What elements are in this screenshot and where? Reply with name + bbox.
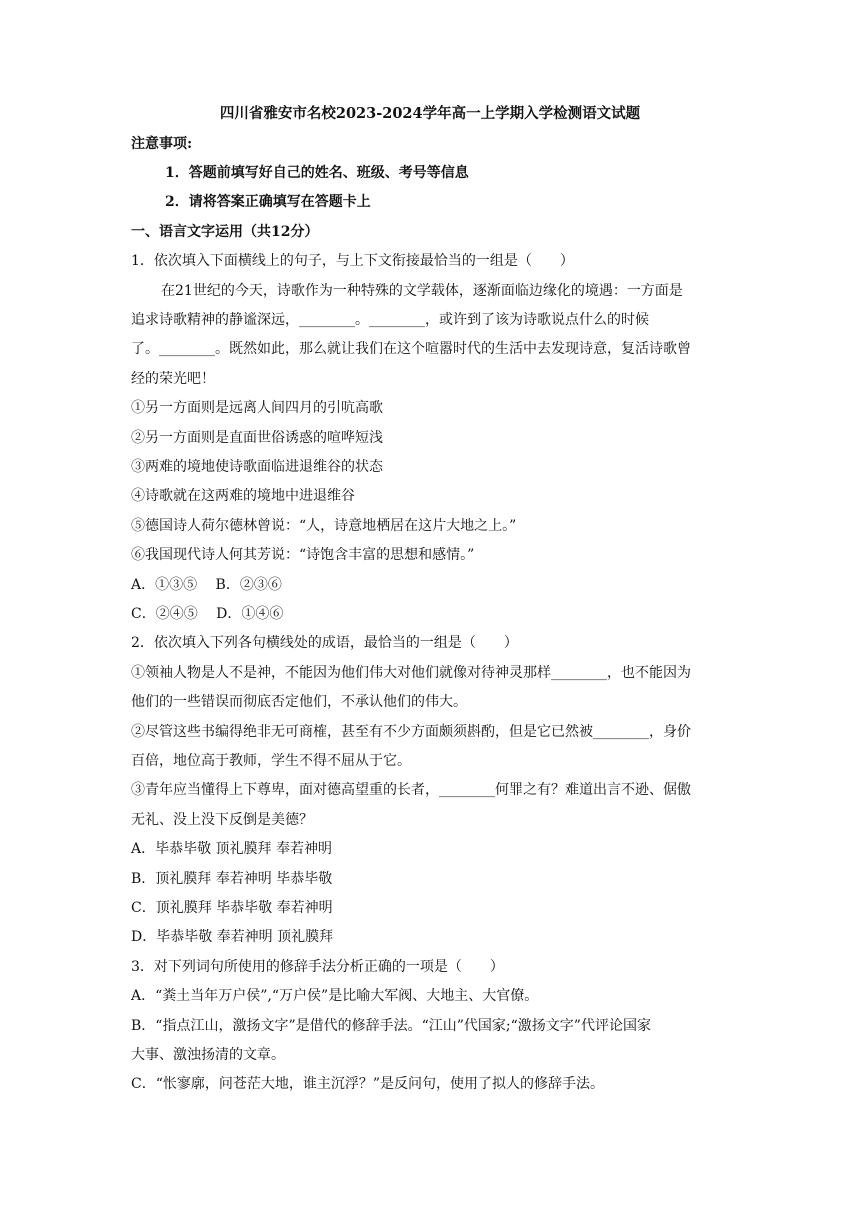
answer-option-continued: 大事、激浊扬清的文章。 <box>131 1047 285 1063</box>
notice-item: 1．答题前填写好自己的姓名、班级、考号等信息 <box>165 165 469 181</box>
choice-item: ④诗歌就在这两难的境地中进退维谷 <box>131 488 355 504</box>
choice-item: ⑥我国现代诗人何其芳说：“诗饱含丰富的思想和感情。” <box>131 547 475 563</box>
answer-options: C．②④⑤ D．①④⑥ <box>131 606 284 622</box>
answer-option: C．顶礼膜拜 毕恭毕敬 奉若神明 <box>131 900 333 916</box>
question-line: 无礼、没上没下反倒是美德？ <box>131 812 313 828</box>
choice-item: ②另一方面则是直面世俗诱惑的喧哗短浅 <box>131 430 383 446</box>
answer-option: D．毕恭毕敬 奉若神明 顶礼膜拜 <box>131 929 334 945</box>
question-line: 百倍，地位高于教师，学生不得不屈从于它。 <box>131 753 411 769</box>
question-stem: 3．对下列词句所使用的修辞手法分析正确的一项是（ ） <box>131 959 504 975</box>
answer-option: A．“粪土当年万户侯”,“万户侯”是比喻大军阀、大地主、大官僚。 <box>131 988 539 1004</box>
question-stem: 1．依次填入下面横线上的句子，与上下文衔接最恰当的一组是（ ） <box>131 253 574 269</box>
answer-option: B．“指点江山，激扬文字”是借代的修辞手法。“江山”代国家;“激扬文字”代评论国家 <box>131 1018 651 1034</box>
answer-option: C．“怅寥廓，问苍茫大地，谁主沉浮？”是反问句，使用了拟人的修辞手法。 <box>131 1076 605 1092</box>
choice-item: ⑤德国诗人荷尔德林曾说：“人，诗意地栖居在这片大地之上。” <box>131 518 517 534</box>
notice-item: 2．请将答案正确填写在答题卡上 <box>165 194 371 210</box>
question-line: ③青年应当懂得上下尊卑，面对德高望重的长者，________何罪之有？难道出言不逊、倨傲 <box>131 782 691 798</box>
section-heading: 一、语言文字运用（共12分） <box>131 224 319 240</box>
question-line: ①领袖人物是人不是神，不能因为他们伟大对他们就像对待神灵那样________，也不能因为 <box>131 665 691 681</box>
question-stem: 2．依次填入下列各句横线处的成语，最恰当的一组是（ ） <box>131 635 518 651</box>
choice-item: ①另一方面则是远离人间四月的引吭高歌 <box>131 400 383 416</box>
question-line: ②尽管这些书编得绝非无可商榷，甚至有不少方面颇须斟酌，但是它已然被________，身价 <box>131 724 691 740</box>
answer-option: A．毕恭毕敬 顶礼膜拜 奉若神明 <box>131 841 333 857</box>
answer-option: B．顶礼膜拜 奉若神明 毕恭毕敬 <box>131 871 333 887</box>
page-title: 四川省雅安市名校2023-2024学年高一上学期入学检测语文试题 <box>219 105 641 122</box>
passage-line: 经的荣光吧！ <box>131 371 215 387</box>
answer-options: A．①③⑤ B．②③⑥ <box>131 577 282 593</box>
question-line: 他们的一些错误而彻底否定他们，不承认他们的伟大。 <box>131 694 467 710</box>
choice-item: ③两难的境地使诗歌面临进退维谷的状态 <box>131 459 383 475</box>
passage-line: 追求诗歌精神的静谧深远，________。________，或许到了该为诗歌说点什么的时候 <box>131 312 649 328</box>
passage-line: 了。________。既然如此，那么就让我们在这个喧嚣时代的生活中去发现诗意，复活诗歌曾 <box>131 341 691 357</box>
notice-heading: 注意事项: <box>131 136 193 152</box>
passage-line: 在21世纪的今天，诗歌作为一种特殊的文学载体，逐渐面临边缘化的境遇：一方面是 <box>161 283 683 299</box>
